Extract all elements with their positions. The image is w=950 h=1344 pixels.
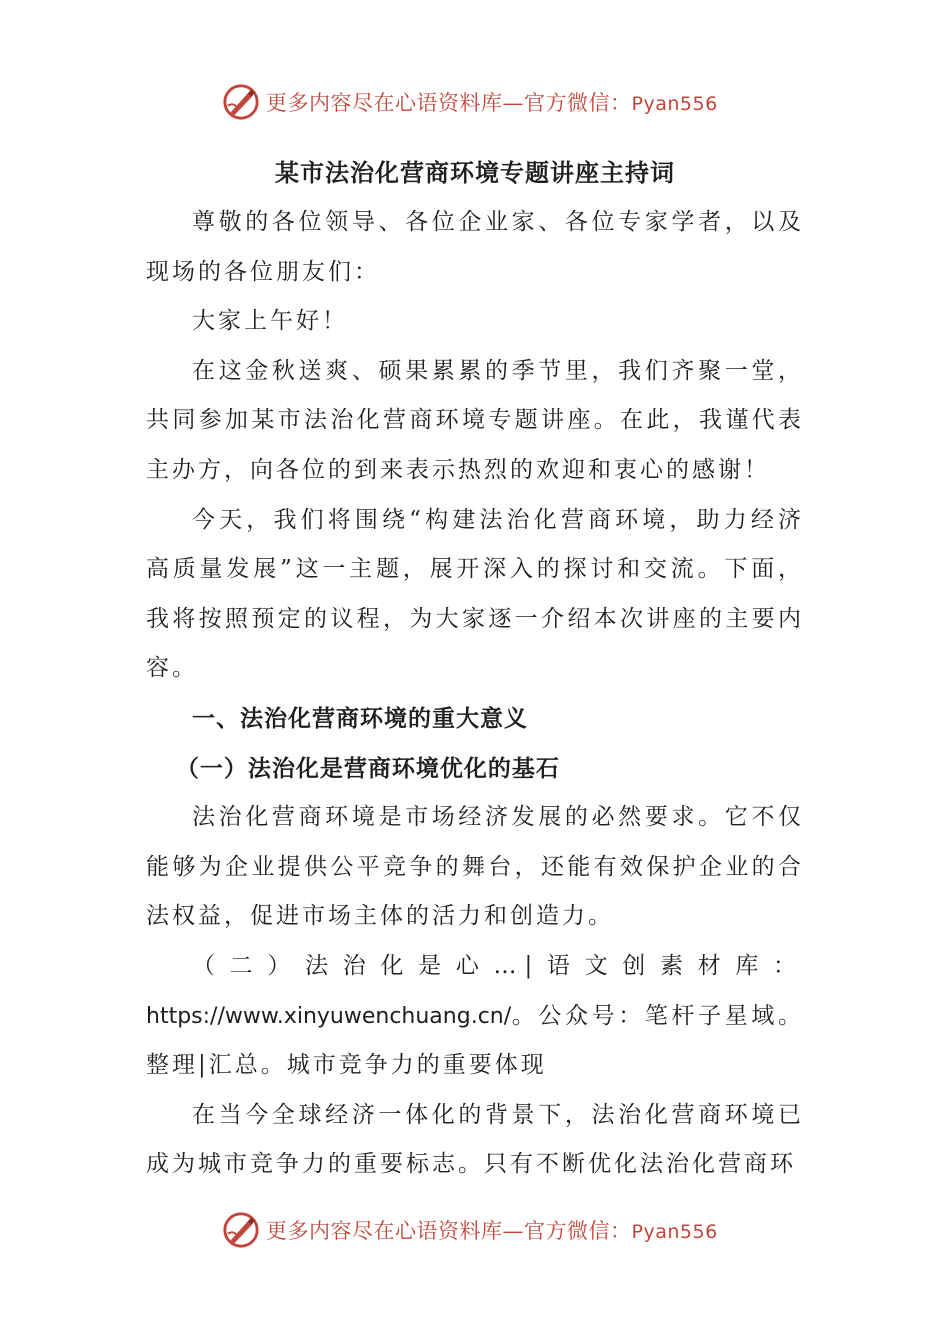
banner-wechat-id: Pyan556: [631, 93, 718, 115]
subsection-heading-1: （一）法治化是营商环境优化的基石: [175, 754, 560, 782]
subsection-heading-2: （二）法治化是心…|语文创素材库：https://www.xinyuwenchuang.cn/。公众号：笔杆子星域。整理|汇总。城市竞争力的重要体现: [146, 952, 804, 1079]
footer-banner: [222, 1208, 742, 1252]
document-body: [146, 148, 804, 1190]
section-heading-1: 一、法治化营商环境的重大意义: [192, 704, 528, 732]
competitiveness-paragraph: 在当今全球经济一体化的背景下，法治化营商环境已成为城市竞争力的重要标志。只有不断优化法治化营商环: [146, 1101, 804, 1178]
theme-paragraph: 今天，我们将围绕“构建法治化营商环境，助力经济高质量发展”这一主题，展开深入的探讨和交流。下面，我将按照预定的议程，为大家逐一介绍本次讲座的主要内容。: [146, 506, 804, 682]
pen-logo-icon: [222, 83, 260, 121]
banner-text: 更多内容尽在心语资料库—官方微信：Pyan556: [266, 91, 718, 115]
document-title: 某市法治化营商环境专题讲座主持词: [275, 158, 675, 187]
source-link[interactable]: https://www.xinyuwenchuang.cn/: [146, 1003, 512, 1029]
foundation-paragraph: 法治化营商环境是市场经济发展的必然要求。它不仅能够为企业提供公平竞争的舞台，还能有效保护企业的合法权益，促进市场主体的活力和创造力。: [146, 804, 804, 930]
pen-logo-icon: [222, 1211, 260, 1249]
greeting-paragraph: 尊敬的各位领导、各位企业家、各位专家学者，以及现场的各位朋友们：: [146, 209, 804, 285]
hello-paragraph: 大家上午好！: [192, 308, 348, 335]
banner-wechat-id: Pyan556: [631, 1221, 718, 1243]
banner-text: 更多内容尽在心语资料库—官方微信：Pyan556: [266, 1219, 718, 1243]
header-banner: [222, 80, 742, 124]
opening-paragraph: 在这金秋送爽、硕果累累的季节里，我们齐聚一堂，共同参加某市法治化营商环境专题讲座。在此，我谨代表主办方，向各位的到来表示热烈的欢迎和衷心的感谢！: [146, 357, 804, 483]
